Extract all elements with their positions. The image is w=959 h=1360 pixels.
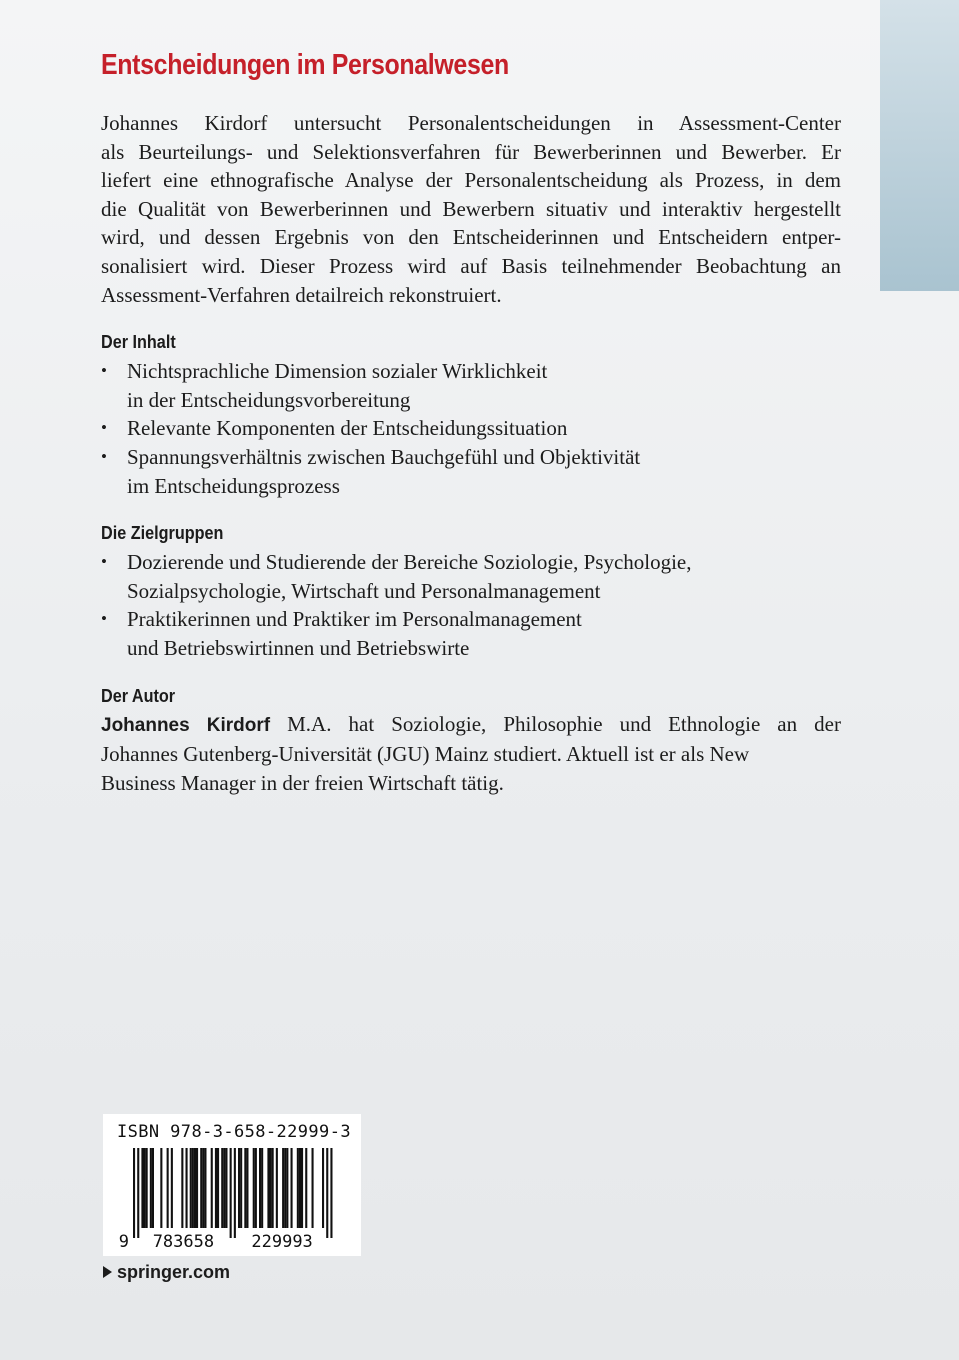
barcode-bar [234, 1148, 236, 1238]
barcode-bars [103, 1114, 361, 1256]
inhalt-heading: Der Inhalt [101, 332, 176, 353]
springer-link[interactable] [103, 1262, 230, 1283]
list-item-line: • Nichtsprachliche Dimension sozialer Wirklichkeit [127, 359, 548, 384]
barcode-bar [272, 1148, 274, 1228]
barcode-bar [259, 1148, 261, 1228]
intro-line: wird, und dessen Ergebnis von den Entscheiderinnen und Entscheidern entper- [101, 225, 841, 250]
barcode-bar [230, 1148, 232, 1238]
intro-line: als Beurteilungs- und Selektionsverfahren für Bewerberinnen und Bewerber. Er [101, 139, 841, 164]
barcode-bar [141, 1148, 143, 1228]
arrow-right-icon [103, 1266, 112, 1278]
barcode-digit-first: 9 [118, 1232, 129, 1252]
list-item-line: • Praktikerinnen und Praktiker im Personalmanagement [127, 607, 582, 632]
side-color-tab [880, 0, 959, 291]
barcode-bar [225, 1148, 227, 1228]
barcode-bar [253, 1148, 255, 1228]
zielgruppen-section [101, 519, 841, 662]
autor-line [101, 710, 841, 741]
barcode-bar [276, 1148, 278, 1228]
list-item-line: • Relevante Komponenten der Entscheidungssituation [127, 416, 568, 441]
barcode-bar [181, 1148, 183, 1228]
isbn-barcode [103, 1114, 361, 1256]
barcode-bar [326, 1148, 328, 1238]
list-item-line: • Dozierende und Studierende der Bereiche Soziologie, Psychologie, [127, 550, 692, 575]
autor-line: Business Manager in der freien Wirtschaft tätig. [101, 770, 504, 795]
intro-line: die Qualität von Bewerberinnen und Bewerbern situativ und interaktiv hergestellt [101, 196, 841, 221]
list-item [101, 414, 841, 443]
barcode-bar [284, 1148, 286, 1228]
autor-paragraph [101, 710, 841, 798]
barcode-bar [190, 1148, 192, 1228]
list-item-line: in der Entscheidungsvorbereitung [127, 387, 411, 412]
back-cover-content [101, 40, 841, 797]
barcode-bar [186, 1148, 188, 1228]
list-item [101, 357, 841, 414]
zielgruppen-heading: Die Zielgruppen [101, 523, 224, 544]
list-item-line: und Betriebswirtinnen und Betriebswirte [127, 635, 470, 660]
barcode-bar [238, 1148, 240, 1228]
autor-section [101, 682, 841, 798]
barcode-bar [297, 1148, 299, 1228]
barcode-bar [291, 1148, 293, 1228]
barcode-bar [215, 1148, 217, 1228]
barcode-bar [211, 1148, 213, 1228]
barcode-bar [330, 1148, 332, 1238]
barcode-bar [282, 1148, 284, 1228]
list-item [101, 443, 841, 500]
autor-heading: Der Autor [101, 685, 176, 706]
inhalt-list [101, 357, 841, 500]
autor-line: Johannes Gutenberg-Universität (JGU) Mainz studiert. Aktuell ist er als New [101, 742, 750, 767]
barcode-bar [133, 1148, 135, 1238]
barcode-bar [167, 1148, 169, 1228]
list-item-line: im Entscheidungsprozess [127, 473, 340, 498]
barcode-bar [202, 1148, 204, 1228]
barcode-bar [194, 1148, 196, 1228]
barcode-bar [244, 1148, 246, 1228]
barcode-bar [171, 1148, 173, 1228]
springer-link-text: springer.com [117, 1262, 231, 1282]
intro-line: liefert eine ethnografische Analyse der Personalentscheidung als Prozess, in dem [101, 168, 841, 193]
book-title: Entscheidungen im Personalwesen [101, 49, 509, 81]
barcode-bar [150, 1148, 152, 1228]
list-item [101, 605, 841, 662]
barcode-bar [204, 1148, 206, 1228]
intro-line: Assessment-Verfahren detailreich rekonstruiert. [101, 282, 502, 307]
barcode-bar [144, 1148, 146, 1228]
author-name: Johannes Kirdorf [101, 714, 271, 736]
autor-line-text: M.A. hat Soziologie, Philosophie und Ethnologie an der [270, 711, 841, 736]
intro-line: sonalisiert wird. Dieser Prozess wird auf Basis teilnehmender Beobachtung an [101, 253, 841, 278]
inhalt-section [101, 328, 841, 500]
intro-paragraph [101, 109, 841, 309]
barcode-bar [301, 1148, 303, 1228]
barcode-bar [196, 1148, 198, 1228]
barcode-bar [146, 1148, 148, 1228]
list-item-line: Sozialpsychologie, Wirtschaft und Personalmanagement [127, 578, 601, 603]
barcode-bar [240, 1148, 242, 1228]
barcode-bar [255, 1148, 257, 1228]
barcode-bar [192, 1148, 194, 1228]
barcode-bar [160, 1148, 162, 1228]
intro-line: Johannes Kirdorf untersucht Personalentscheidungen in Assessment-Center [101, 111, 841, 135]
barcode-bar [137, 1148, 139, 1238]
barcode-bar [200, 1148, 202, 1228]
isbn-label: ISBN 978-3-658-22999-3 [117, 1122, 351, 1142]
barcode-bar [312, 1148, 314, 1228]
barcode-bar [270, 1148, 272, 1228]
list-item [101, 548, 841, 605]
barcode-digits-left: 783658 [152, 1232, 215, 1252]
barcode-bar [221, 1148, 223, 1228]
barcode-bar [267, 1148, 269, 1228]
barcode-bar [286, 1148, 288, 1228]
barcode-bar [246, 1148, 248, 1228]
barcode-bar [305, 1148, 307, 1228]
list-item-line: • Spannungsverhältnis zwischen Bauchgefühl und Objektivität [127, 444, 641, 469]
barcode-digits-right: 229993 [251, 1232, 313, 1252]
zielgruppen-list [101, 548, 841, 662]
barcode-bar [322, 1148, 324, 1228]
barcode-bar [152, 1148, 154, 1228]
barcode-bar [217, 1148, 219, 1228]
barcode-bar [261, 1148, 263, 1228]
barcode-bar [223, 1148, 225, 1228]
barcode-bar [299, 1148, 301, 1228]
